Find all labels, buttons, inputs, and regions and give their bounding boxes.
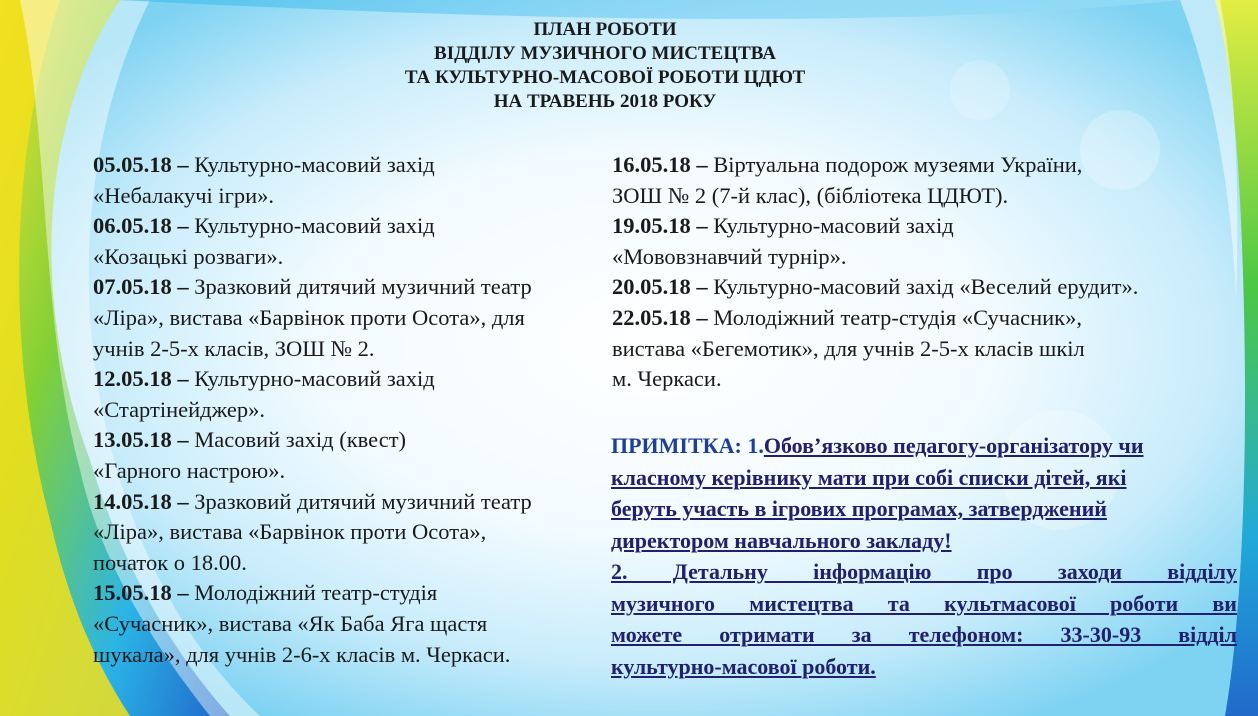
event-text: Культурно-масовий захід bbox=[188, 152, 435, 177]
event-text: «Ліра», вистава «Барвінок проти Осота», для bbox=[93, 304, 525, 330]
note-block bbox=[611, 430, 1237, 682]
event-text: «Ліра», вистава «Барвінок проти Осота», bbox=[93, 519, 487, 545]
title-line-1: ПЛАН РОБОТИ bbox=[533, 19, 677, 40]
event-text: початок о 18.00. bbox=[93, 549, 247, 575]
event-entry bbox=[93, 578, 603, 670]
event-entry bbox=[612, 150, 1242, 211]
event-date: 20.05.18 – bbox=[612, 274, 708, 300]
event-text: Зразковий дитячий музичний театр bbox=[188, 488, 532, 514]
event-date: 06.05.18 – bbox=[93, 213, 189, 239]
event-entry bbox=[612, 272, 1242, 303]
event-text: вистава «Бегемотик», для учнів 2-5-х класів шкіл bbox=[612, 335, 1085, 361]
event-date: 14.05.18 – bbox=[93, 488, 189, 514]
document-title bbox=[280, 18, 930, 114]
note-text: Обов’язково педагогу-організатору чи bbox=[763, 433, 1144, 458]
event-entry bbox=[93, 150, 603, 211]
event-text: «Небалакучі ігри». bbox=[93, 182, 275, 208]
event-date: 15.05.18 – bbox=[93, 580, 189, 606]
event-text: м. Черкаси. bbox=[612, 366, 722, 392]
event-entry bbox=[93, 364, 603, 425]
event-text: «Мововзнавчий турнір». bbox=[612, 243, 847, 269]
event-text: Молодіжний театр-студія «Сучасник», bbox=[707, 304, 1082, 330]
event-date: 19.05.18 – bbox=[612, 213, 708, 239]
title-line-4: НА ТРАВЕНЬ 2018 РОКУ bbox=[493, 91, 717, 112]
note-label: ПРИМІТКА: 1. bbox=[611, 433, 764, 458]
right-events-column bbox=[612, 150, 1242, 395]
event-text: Культурно-масовий захід bbox=[707, 213, 954, 239]
event-entry bbox=[93, 487, 603, 579]
note-text: класному керівнику мати при собі списки дітей, які bbox=[611, 464, 1127, 490]
event-date: 12.05.18 – bbox=[93, 366, 189, 392]
event-date: 13.05.18 – bbox=[93, 427, 189, 453]
note-text: можете отримати за телефоном: 33-30-93 відділ bbox=[611, 622, 1237, 647]
note-text: музичного мистецтва та культмасової роботи ви bbox=[611, 590, 1237, 616]
event-text: «Сучасник», вистава «Як Баба Яга щастя bbox=[93, 610, 488, 636]
event-text: «Гарного настрою». bbox=[93, 457, 286, 483]
event-text: «Козацькі розваги». bbox=[93, 243, 284, 269]
note-text: 2. Детальну інформацію про заходи відділу bbox=[611, 559, 1237, 584]
event-text: шукала», для учнів 2-6-х класів м. Черкаси. bbox=[93, 641, 511, 667]
event-date: 07.05.18 – bbox=[93, 274, 189, 300]
event-entry bbox=[612, 211, 1242, 272]
event-date: 22.05.18 – bbox=[612, 304, 708, 330]
left-events-column bbox=[93, 150, 603, 670]
note-text: культурно-масової роботи. bbox=[611, 653, 876, 679]
event-date: 16.05.18 – bbox=[612, 152, 708, 177]
event-entry bbox=[93, 211, 603, 272]
event-text: Культурно-масовий захід «Веселий ерудит». bbox=[707, 274, 1139, 300]
event-entry bbox=[612, 303, 1242, 395]
event-date: 05.05.18 – bbox=[93, 152, 189, 177]
event-text: Культурно-масовий захід bbox=[188, 366, 435, 392]
event-text: Культурно-масовий захід bbox=[188, 213, 435, 239]
event-text: ЗОШ № 2 (7-й клас), (бібліотека ЦДЮТ). bbox=[612, 182, 1009, 208]
event-text: учнів 2-5-х класів, ЗОШ № 2. bbox=[93, 335, 375, 361]
event-text: Молодіжний театр-студія bbox=[188, 580, 438, 606]
event-text: «Стартінейджер». bbox=[93, 396, 265, 422]
event-entry bbox=[93, 425, 603, 486]
event-text: Зразковий дитячий музичний театр bbox=[188, 274, 532, 300]
event-text: Віртуальна подорож музеями України, bbox=[707, 152, 1083, 177]
note-text: беруть участь в ігрових програмах, затверджений bbox=[611, 496, 1107, 521]
event-entry bbox=[93, 272, 603, 364]
title-line-3: ТА КУЛЬТУРНО-МАСОВОЇ РОБОТИ ЦДЮТ bbox=[404, 67, 806, 88]
title-line-2: ВІДДІЛУ МУЗИЧНОГО МИСТЕЦТВА bbox=[434, 43, 776, 64]
note-text: директором навчального закладу! bbox=[611, 527, 952, 553]
event-text: Масовий захід (квест) bbox=[188, 427, 407, 453]
